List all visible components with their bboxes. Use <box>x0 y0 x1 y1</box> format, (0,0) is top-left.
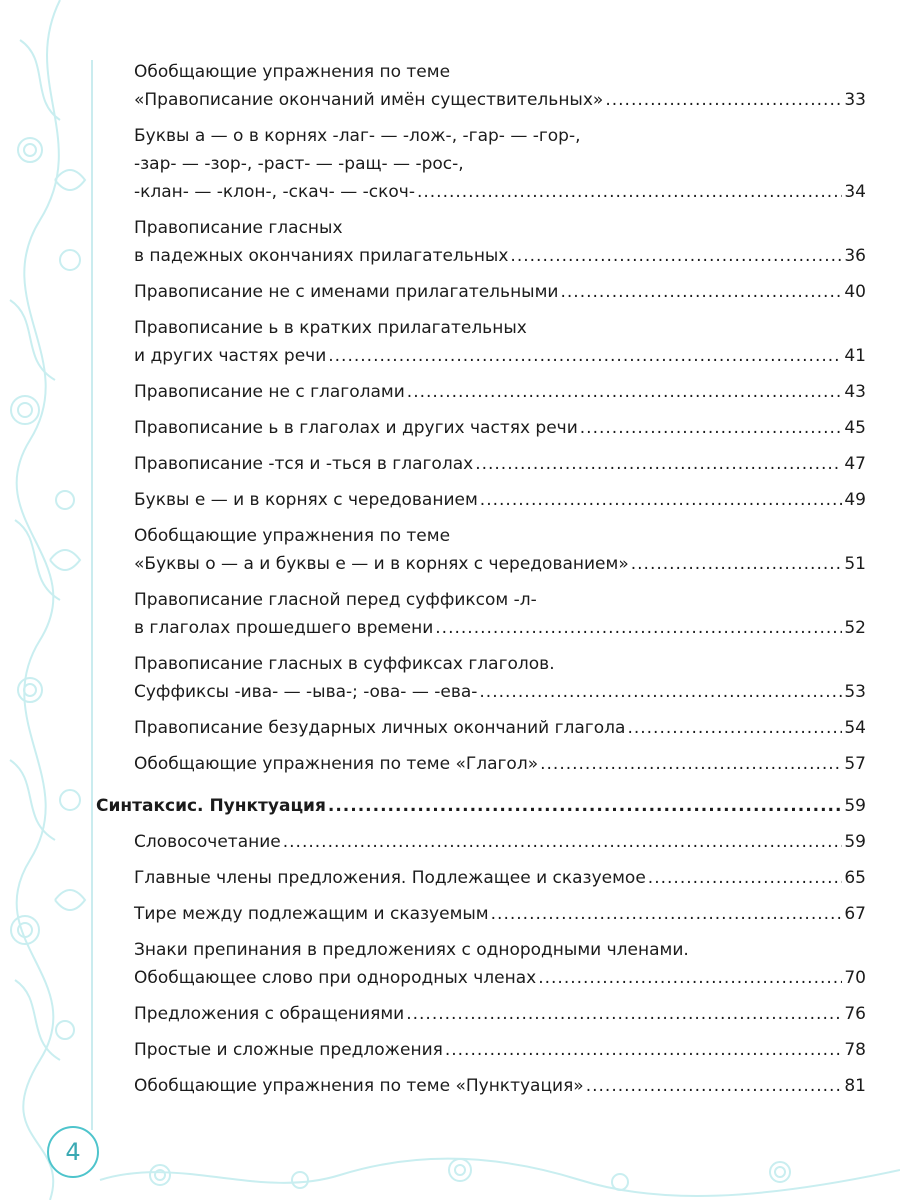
toc-entry-title: Суффиксы -ива- — -ыва-; -ова- — -ева- <box>134 682 478 702</box>
toc-entry-page: 67 <box>844 904 866 924</box>
toc-entry[interactable] <box>96 522 866 578</box>
toc-entry-title: Правописание гласных <box>134 218 343 238</box>
toc-entry-page: 43 <box>844 382 866 402</box>
toc-entry[interactable] <box>96 122 866 206</box>
leader-dots <box>479 678 842 706</box>
toc-section-heading[interactable] <box>96 792 866 820</box>
leader-dots <box>510 242 842 270</box>
toc-entry[interactable] <box>96 378 866 406</box>
toc-entry-title: Главные члены предложения. Подлежащее и сказуемое <box>134 868 646 888</box>
toc-entry[interactable] <box>96 828 866 856</box>
toc-entry-title: «Правописание окончаний имён существительных» <box>134 90 604 110</box>
toc-entry[interactable] <box>96 1000 866 1028</box>
toc-entry-title: Тире между подлежащим и сказуемым <box>134 904 489 924</box>
leader-dots <box>328 792 842 820</box>
toc-entry-page: 40 <box>844 282 866 302</box>
toc-entry[interactable] <box>96 314 866 370</box>
leader-dots <box>475 450 842 478</box>
toc-entry-title: Правописание ь в кратких прилагательных <box>134 318 527 338</box>
leader-dots <box>435 614 842 642</box>
leader-dots <box>283 828 843 856</box>
leader-dots <box>605 86 842 114</box>
leader-dots <box>540 750 842 778</box>
toc-entry[interactable] <box>96 214 866 270</box>
toc-entry-page: 59 <box>844 832 866 852</box>
toc-entry-page: 78 <box>844 1040 866 1060</box>
toc-entry-title: Обобщающие упражнения по теме «Пунктуация» <box>134 1076 584 1096</box>
leader-dots <box>538 964 842 992</box>
toc-entry-title: «Буквы о — а и буквы е — и в корнях с чередованием» <box>134 554 629 574</box>
toc-entry[interactable] <box>96 58 866 114</box>
toc-entry-title: Обобщающие упражнения по теме <box>134 62 451 82</box>
toc-entry[interactable] <box>96 750 866 778</box>
toc-entry-page: 59 <box>844 796 866 816</box>
toc-entry-title: Правописание безударных личных окончаний глагола <box>134 718 626 738</box>
toc-entry[interactable] <box>96 278 866 306</box>
toc-entry-page: 53 <box>844 682 866 702</box>
leader-dots <box>560 278 842 306</box>
toc-entry-title: Правописание не с именами прилагательными <box>134 282 559 302</box>
toc-entry[interactable] <box>96 414 866 442</box>
toc-entry-title: Обобщающие упражнения по теме <box>134 526 451 546</box>
leader-dots <box>445 1036 843 1064</box>
leader-dots <box>328 342 842 370</box>
toc-entry[interactable] <box>96 900 866 928</box>
toc-entry-title: Правописание гласных в суффиксах глаголов. <box>134 654 555 674</box>
toc-entry-title: Простые и сложные предложения <box>134 1040 443 1060</box>
toc-entry-title: -зар- — -зор-, -раст- — -ращ- — -рос-, <box>134 154 464 174</box>
leader-dots <box>631 550 843 578</box>
toc-entry-title: Буквы а — о в корнях -лаг- — -лож-, -гар- — -гор-, <box>134 126 581 146</box>
toc-entry-title: Правописание -тся и -ться в глаголах <box>134 454 474 474</box>
toc-entry[interactable] <box>96 650 866 706</box>
toc-entry[interactable] <box>96 714 866 742</box>
toc-entry-page: 36 <box>844 246 866 266</box>
toc-entry-title: в глаголах прошедшего времени <box>134 618 434 638</box>
toc-entry-page: 51 <box>844 554 866 574</box>
leader-dots <box>480 486 843 514</box>
toc-entry-title: Знаки препинания в предложениях с однородными членами. <box>134 940 689 960</box>
toc-entry-title: и других частях речи <box>134 346 327 366</box>
toc-entry-page: 57 <box>844 754 866 774</box>
page-number-badge: 4 <box>47 1126 99 1178</box>
toc-entry-page: 45 <box>844 418 866 438</box>
toc-entry-title: Словосочетание <box>134 832 281 852</box>
toc-entry-page: 54 <box>844 718 866 738</box>
toc-entry-title: -клан- — -клон-, -скач- — -скоч- <box>134 182 415 202</box>
toc-entry-title: Предложения с обращениями <box>134 1004 405 1024</box>
toc-entry-title: Обобщающее слово при однородных членах <box>134 968 537 988</box>
toc-entry-page: 76 <box>844 1004 866 1024</box>
toc-entry-title: в падежных окончаниях прилагательных <box>134 246 509 266</box>
leader-dots <box>627 714 842 742</box>
toc-entry-title: Правописание не с глаголами <box>134 382 405 402</box>
toc-entry-page: 34 <box>844 182 866 202</box>
leader-dots <box>406 1000 842 1028</box>
table-of-contents <box>96 58 866 1100</box>
toc-entry-page: 33 <box>844 90 866 110</box>
floral-border-left <box>0 0 100 1200</box>
toc-entry[interactable] <box>96 486 866 514</box>
toc-entry[interactable] <box>96 936 866 992</box>
toc-section-title: Синтаксис. Пунктуация <box>96 796 326 816</box>
toc-entry-page: 49 <box>844 490 866 510</box>
toc-entry[interactable] <box>96 1072 866 1100</box>
toc-entry[interactable] <box>96 1036 866 1064</box>
toc-entry-title: Правописание ь в глаголах и других частях речи <box>134 418 578 438</box>
toc-entry[interactable] <box>96 586 866 642</box>
toc-entry[interactable] <box>96 450 866 478</box>
toc-entry-page: 65 <box>844 868 866 888</box>
toc-entry-page: 47 <box>844 454 866 474</box>
toc-entry-page: 41 <box>844 346 866 366</box>
toc-entry-title: Буквы е — и в корнях с чередованием <box>134 490 478 510</box>
leader-dots <box>586 1072 843 1100</box>
toc-entry-page: 70 <box>844 968 866 988</box>
leader-dots <box>580 414 843 442</box>
toc-entry[interactable] <box>96 864 866 892</box>
toc-entry-title: Правописание гласной перед суффиксом -л- <box>134 590 537 610</box>
leader-dots <box>648 864 843 892</box>
toc-entry-title: Обобщающие упражнения по теме «Глагол» <box>134 754 539 774</box>
leader-dots <box>491 900 843 928</box>
leader-dots <box>417 178 842 206</box>
leader-dots <box>407 378 843 406</box>
floral-border-bottom <box>0 1150 900 1200</box>
toc-entry-page: 81 <box>844 1076 866 1096</box>
toc-entry-page: 52 <box>844 618 866 638</box>
